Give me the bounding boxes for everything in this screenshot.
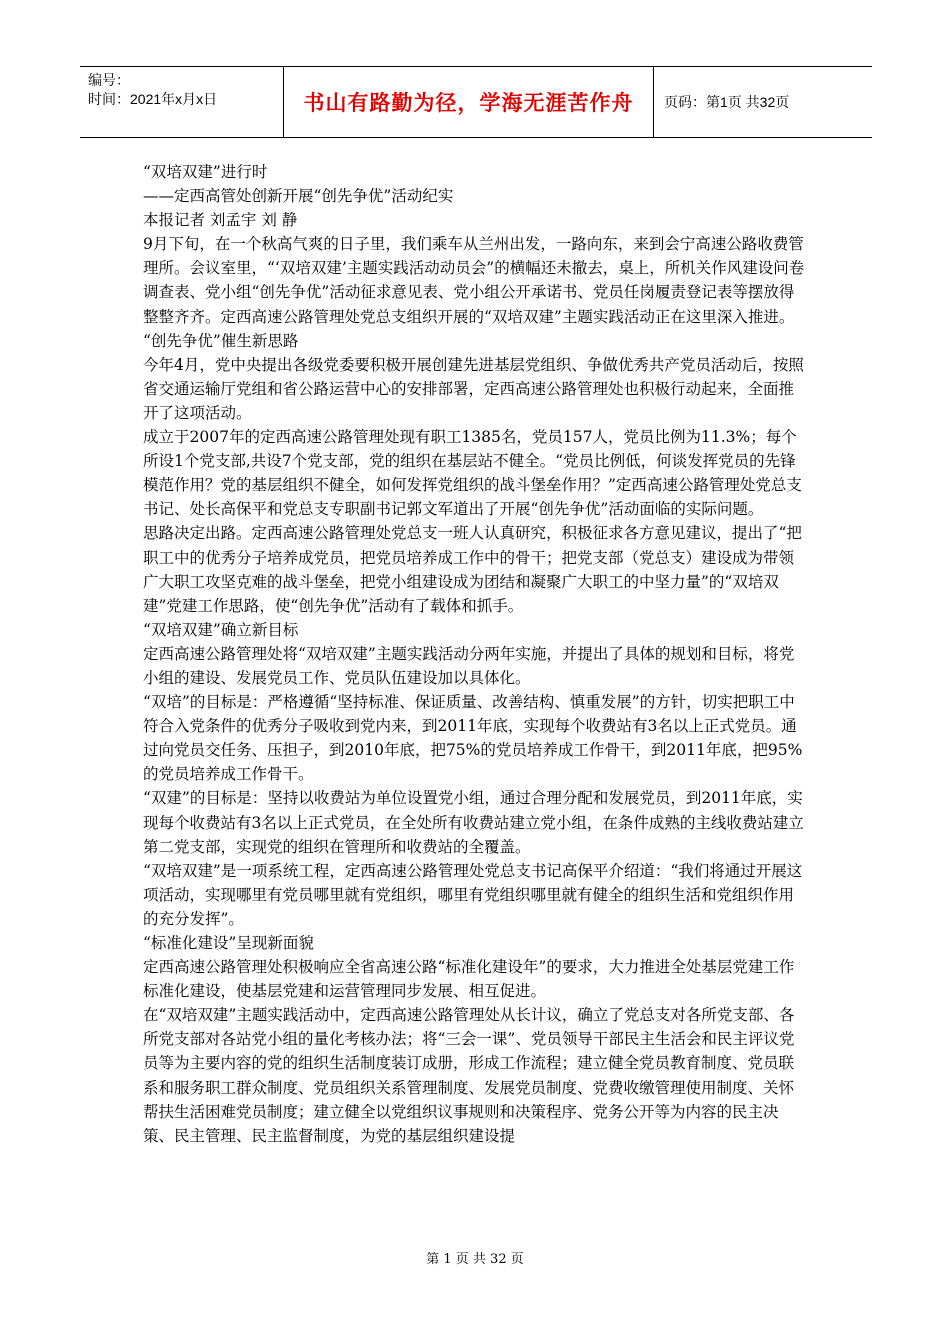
document-date-label: 时间：2021年x月x日: [88, 91, 218, 107]
article-title: “双培双建”进行时: [143, 163, 268, 181]
document-number-label: 编号：: [88, 72, 130, 88]
paragraph: “双培”的目标是：严格遵循“坚持标准、保证质量、改善结构、慎重发展”的方针，切实把职工中符合入党条件的优秀分子吸收到党内来，到2011年底，实现每个收费站有3名以上正式党员。通过向党员交任务、压担子，到2010年底，把75%的党员培养成工作骨干，到2011年底，把95%的党员培养成工作骨干。: [143, 693, 803, 784]
paragraph: 9月下旬，在一个秋高气爽的日子里，我们乘车从兰州出发，一路向东，来到会宁高速公路收费管理所。会议室里，“‘双培双建’主题实践活动动员会”的横幅还未撤去，桌上，所机关作风建设问卷调查表、党小组“创先争优”活动征求意见表、党小组公开承诺书、党员任岗履责登记表等摆放得整整齐齐。定西高速公路管理处党总支组织开展的“双培双建”主题实践活动正在这里深入推进。: [143, 235, 805, 326]
footer-page-number: 第 1 页 共 32 页: [426, 1252, 524, 1267]
section-heading: “双培双建”确立新目标: [143, 620, 299, 639]
section-heading: “创先争优”催生新思路: [143, 331, 299, 350]
section-heading: “标准化建设”呈现新面貌: [143, 934, 314, 952]
paragraph: 思路决定出路。定西高速公路管理处党总支一班人认真研究，积极征求各方意见建议，提出了“把职工中的优秀分子培养成党员，把党员培养成工作中的骨干；把党支部（党总支）建设成为带领广大职工攻坚克难的战斗堡垒，把党小组建设成为团结和凝聚广大职工的中坚力量”的“双培双建”党建工作思路，使“创先争优”活动有了载体和抓手。: [143, 524, 802, 615]
article-byline: 本报记者 刘孟宇 刘 静: [143, 211, 298, 230]
paragraph: “双建”的目标是：坚持以收费站为单位设置党小组，通过合理分配和发展党员，到2011年底，实现每个收费站有3名以上正式党员，在全处所有收费站建立党小组，在条件成熟的主线收费站建立第二党支部，实现党的组织在管理所和收费站的全覆盖。: [143, 789, 804, 856]
article-subtitle: ——定西高管处创新开展“创先争优”活动纪实: [143, 187, 454, 206]
document-header: [80, 66, 872, 138]
header-page-cell: [654, 67, 872, 137]
paragraph: 成立于2007年的定西高速公路管理处现有职工1385名，党员157人，党员比例为11.3%；每个所设1个党支部,共设7个党支部，党的组织在基层站不健全。“党员比例低，何谈发挥党员的先锋模范作用？党的基层组织不健全，如何发挥党组织的战斗堡垒作用？”定西高速公路管理处党总支书记、处长高保平和党总支专职副书记郭文军道出了开展“创先争优”活动面临的实际问题。: [143, 428, 802, 519]
paragraph: 在“双培双建”主题实践活动中，定西高速公路管理处从长计议，确立了党总支对各所党支部、各所党支部对各站党小组的量化考核办法；将“三会一课”、党员领导干部民主生活会和民主评议党员等为主要内容的党的组织生活制度装订成册，形成工作流程；建立健全党员教育制度、党员联系和服务职工群众制度、党员组织关系管理制度、发展党员制度、党费收缴管理使用制度、关怀帮扶生活困难党员制度；建立健全以党组织议事规则和决策程序、党务公开等为内容的民主决策、民主管理、民主监督制度，为党的基层组织建设提: [143, 1006, 795, 1145]
header-motto-cell: [284, 67, 654, 137]
article-body: [143, 160, 808, 1148]
paragraph: 定西高速公路管理处积极响应全省高速公路“标准化建设年”的要求，大力推进全处基层党建工作标准化建设，使基层党建和运营管理同步发展、相互促进。: [143, 958, 795, 1001]
paragraph: 今年4月，党中央提出各级党委要积极开展创建先进基层党组织、争做优秀共产党员活动后，按照省交通运输厅党组和省公路运营中心的安排部署，定西高速公路管理处也积极行动起来，全面推开了这项活动。: [143, 355, 804, 422]
paragraph: “双培双建”是一项系统工程，定西高速公路管理处党总支书记高保平介绍道：“我们将通过开展这项活动，实现哪里有党员哪里就有党组织，哪里有党组织哪里就有健全的组织生活和党组织作用的充分发挥”。: [143, 861, 803, 928]
header-page-label: 页码：第1页 共32页: [664, 94, 790, 110]
motto-text: 书山有路勤为径，学海无涯苦作舟: [303, 91, 634, 115]
header-meta-cell: [80, 67, 284, 137]
paragraph: 定西高速公路管理处将“双培双建”主题实践活动分两年实施，并提出了具体的规划和目标，将党小组的建设、发展党员工作、党员队伍建设加以具体化。: [143, 644, 795, 687]
page-footer: [0, 1248, 950, 1267]
